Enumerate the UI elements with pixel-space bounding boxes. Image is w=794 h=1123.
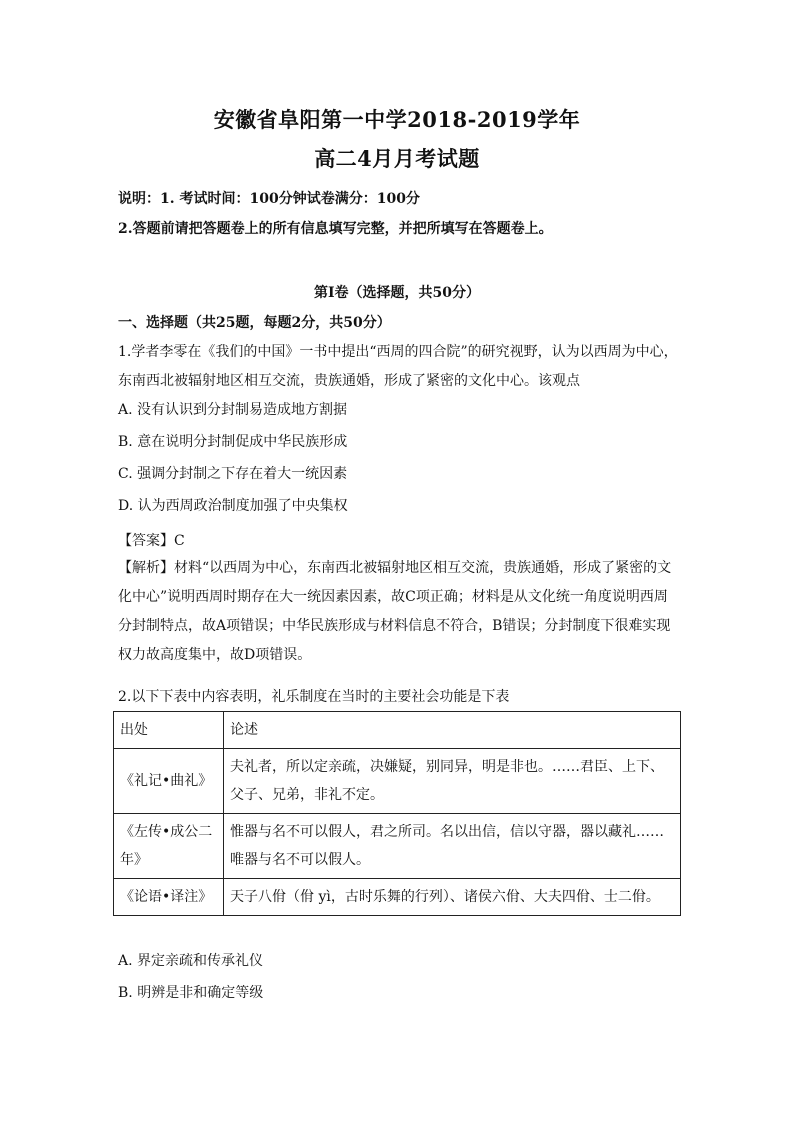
source-table bbox=[113, 711, 681, 916]
question-1-option-a: A. 没有认识到分封制易造成地方割据 bbox=[118, 402, 348, 418]
analysis-line-4: 权力故高度集中，故D项错误。 bbox=[118, 647, 312, 663]
table-header-row bbox=[114, 712, 681, 749]
exam-title-line2: 高二4月月考试题 bbox=[314, 146, 480, 171]
question-1-option-b: B. 意在说明分封制促成中华民族形成 bbox=[118, 434, 348, 450]
table-row bbox=[114, 879, 681, 916]
question-1-option-d: D. 认为西周政治制度加强了中央集权 bbox=[118, 498, 348, 514]
table-header-source: 出处 bbox=[114, 712, 224, 749]
table-header-text: 论述 bbox=[224, 712, 681, 749]
question-2-stem: 2.以下下表中内容表明，礼乐制度在当时的主要社会功能是下表 bbox=[118, 689, 510, 705]
exam-note-2: 2.答题前请把答题卷上的所有信息填写完整，并把所填写在答题卷上。 bbox=[118, 221, 553, 237]
question-1-stem-line1: 1.学者李零在《我们的中国》一书中提出“西周的四合院”的研究视野，认为以西周为中心， bbox=[118, 344, 678, 360]
question-1-analysis bbox=[118, 554, 678, 670]
table-cell-source: 《礼记•曲礼》 bbox=[114, 749, 224, 814]
table-row bbox=[114, 749, 681, 814]
question-1-stem-line2: 东南西北被辐射地区相互交流，贵族通婚，形成了紧密的文化中心。该观点 bbox=[118, 373, 580, 389]
table-cell-text: 天子八佾（佾 yì，古时乐舞的行列）、诸侯六佾、大夫四佾、士二佾。 bbox=[224, 879, 681, 916]
volume-title: 第Ⅰ卷（选择题，共50分） bbox=[313, 285, 481, 301]
question-1-option-c: C. 强调分封制之下存在着大一统因素 bbox=[118, 466, 348, 482]
question-1 bbox=[118, 338, 678, 396]
question-1-answer: 【答案】C bbox=[118, 533, 185, 549]
table-cell-text: 夫礼者，所以定亲疏，决嫌疑，别同异，明是非也。……君臣、上下、父子、兄弟，非礼不定。 bbox=[224, 749, 681, 814]
table-cell-source: 《左传•成公二年》 bbox=[114, 814, 224, 879]
table-row bbox=[114, 814, 681, 879]
analysis-line-2: 化中心”说明西周时期存在大一统因素因素，故C项正确；材料是从文化统一角度说明西周 bbox=[118, 589, 668, 605]
question-1-options bbox=[118, 396, 678, 521]
exam-note-1: 说明：1. 考试时间：100分钟试卷满分：100分 bbox=[118, 191, 420, 207]
analysis-line-1: 【解析】材料“以西周为中心，东南西北被辐射地区相互交流，贵族通婚，形成了紧密的文 bbox=[118, 560, 672, 576]
table-cell-source: 《论语•译注》 bbox=[114, 879, 224, 916]
exam-title-line1: 安徽省阜阳第一中学2018-2019学年 bbox=[213, 107, 581, 132]
question-2-option-b: B. 明辨是非和确定等级 bbox=[118, 985, 264, 1001]
question-2-option-a: A. 界定亲疏和传承礼仪 bbox=[118, 953, 264, 969]
part-title: 一、选择题（共25题，每题2分，共50分） bbox=[118, 315, 391, 331]
analysis-line-3: 分封制特点，故A项错误；中华民族形成与材料信息不符合，B错误；分封制度下很难实现 bbox=[118, 618, 671, 634]
table-cell-text: 惟器与名不可以假人，君之所司。名以出信，信以守器，器以藏礼……唯器与名不可以假人。 bbox=[224, 814, 681, 879]
